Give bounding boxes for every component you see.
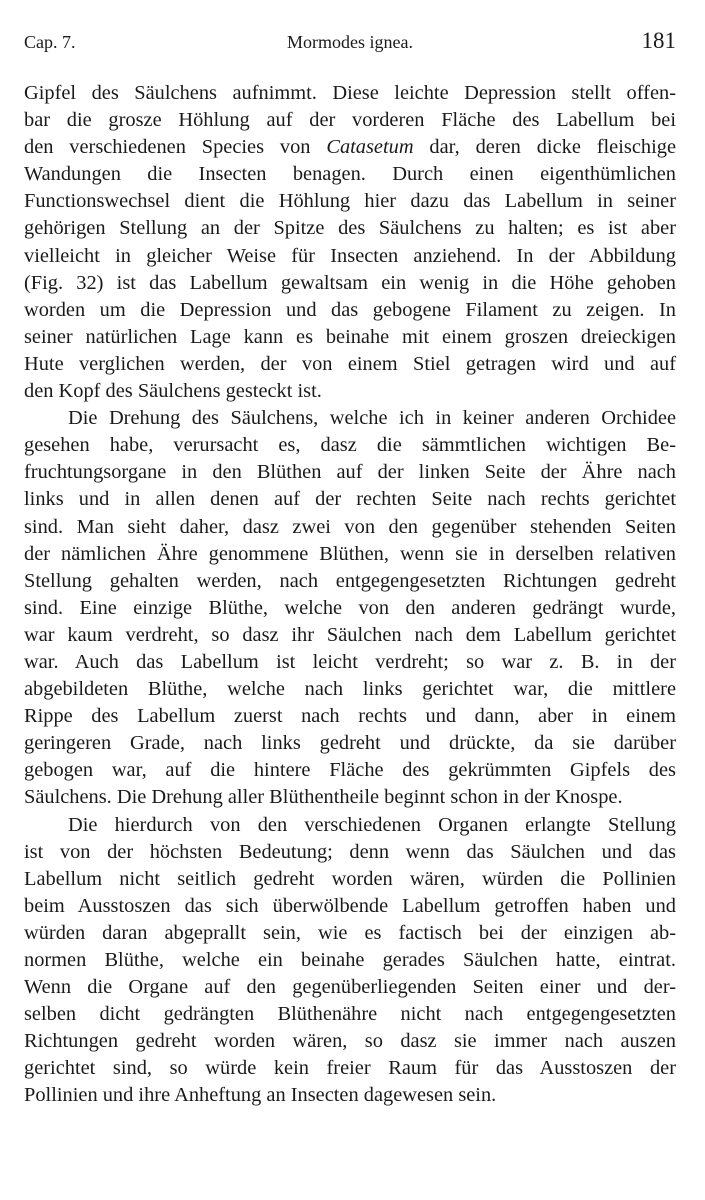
text-line: Rippe des Labellum zuerst nach rechts und dann, aber in einem	[24, 705, 676, 728]
text-line: (Fig. 32) ist das Labellum gewaltsam ein wenig in die Höhe gehoben	[24, 271, 676, 294]
chapter-label: Cap. 7.	[24, 32, 76, 52]
text-line: Gipfel des Säulchens aufnimmt. Diese leichte Depression stellt offen-	[24, 82, 676, 104]
text-line: den verschiedenen Species von Catasetum dar, deren dicke fleischige	[24, 136, 676, 159]
book-page	[24, 28, 676, 1168]
text-line: gesehen habe, verursacht es, dasz die sämmtlichen wichtigen Be-	[24, 434, 676, 457]
text-line: ist von der höchsten Bedeutung; denn wenn das Säulchen und das	[24, 840, 676, 863]
running-head	[24, 28, 676, 58]
text-line: der nämlichen Ähre genommene Blüthen, wenn sie in derselben relativen	[24, 542, 676, 565]
text-line: den Kopf des Säulchens gesteckt ist.	[24, 380, 322, 403]
text-line: war. Auch das Labellum ist leicht verdreht; so war z. B. in der	[24, 650, 676, 673]
paragraph	[24, 812, 676, 1110]
text-line: Die hierdurch von den verschiedenen Organen erlangte Stellung	[68, 813, 676, 836]
text-line: Richtungen gedreht worden wären, so dasz sie immer nach auszen	[24, 1030, 676, 1053]
text-line: Die Drehung des Säulchens, welche ich in keiner anderen Orchidee	[68, 407, 676, 430]
text-line: Functionswechsel dient die Höhlung hier dazu das Labellum in seiner	[24, 190, 676, 213]
text-line: bar die grosze Höhlung auf der vorderen Fläche des Labellum bei	[24, 109, 676, 132]
text-line: gebogen war, auf die hintere Fläche des gekrümmten Gipfels des	[24, 759, 676, 782]
text-line: würden daran abgeprallt sein, wie es factisch bei der einzigen ab-	[24, 921, 676, 944]
text-line: vielleicht in gleicher Weise für Insecten anziehend. In der Abbildung	[24, 244, 676, 267]
text-line: abgebildeten Blüthe, welche nach links gerichtet war, die mittlere	[24, 678, 676, 701]
text-line: Stellung gehalten werden, nach entgegengesetzten Richtungen gedreht	[24, 569, 676, 592]
body-text	[24, 80, 676, 1110]
text-line: geringeren Grade, nach links gedreht und drückte, da sie darüber	[24, 732, 676, 755]
text-line: sind. Man sieht daher, dasz zwei von den gegenüber stehenden Seiten	[24, 515, 676, 538]
text-line: links und in allen denen auf der rechten Seite nach rechts gerichtet	[24, 488, 676, 511]
text-line: Wenn die Organe auf den gegenüberliegenden Seiten einer und der-	[24, 976, 676, 999]
text-line: worden um die Depression und das gebogene Filament zu zeigen. In	[24, 298, 676, 321]
text-line: gerichtet sind, so würde kein freier Raum für das Ausstoszen der	[24, 1057, 676, 1080]
text-line: Pollinien und ihre Anheftung an Insecten dagewesen sein.	[24, 1084, 497, 1107]
paragraph	[24, 80, 676, 405]
text-line: beim Ausstoszen das sich überwölbende Labellum getroffen haben und	[24, 894, 676, 917]
text-line: seiner natürlichen Lage kann es beinahe mit einem groszen dreieckigen	[24, 325, 676, 348]
running-title: Mormodes ignea.	[287, 32, 413, 52]
text-line: Hute verglichen werden, der von einem Stiel getragen wird und auf	[24, 352, 676, 375]
text-line: normen Blüthe, welche ein beinahe gerades Säulchen hatte, eintrat.	[24, 949, 676, 971]
text-line: gehörigen Stellung an der Spitze des Säulchens zu halten; es ist aber	[24, 217, 676, 240]
page-number: 181	[641, 28, 676, 53]
text-line: Säulchens. Die Drehung aller Blüthentheile beginnt schon in der Knospe.	[24, 786, 623, 809]
text-line: Labellum nicht seitlich gedreht worden wären, würden die Pollinien	[24, 867, 676, 890]
text-line: war kaum verdreht, so dasz ihr Säulchen nach dem Labellum gerichtet	[24, 623, 676, 646]
paragraph	[24, 405, 676, 811]
text-line: fruchtungsorgane in den Blüthen auf der linken Seite der Ähre nach	[24, 461, 676, 484]
italic-taxon: Catasetum	[326, 136, 414, 159]
text-line: selben dicht gedrängten Blüthenähre nicht nach entgegengesetzten	[24, 1003, 676, 1026]
text-line: sind. Eine einzige Blüthe, welche von den anderen gedrängt wurde,	[24, 596, 676, 619]
text-line: Wandungen die Insecten benagen. Durch einen eigenthümlichen	[24, 163, 676, 186]
